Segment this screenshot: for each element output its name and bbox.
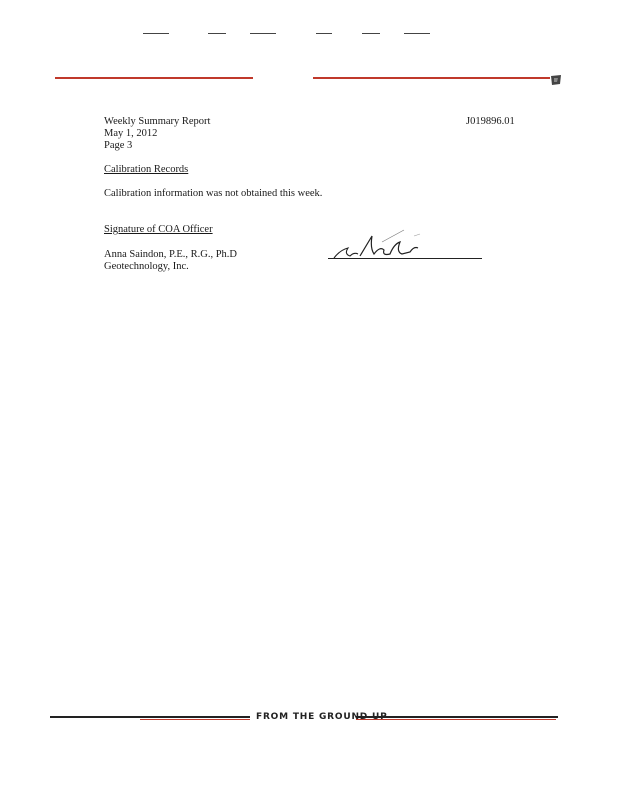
page-number: Page 3 bbox=[104, 140, 133, 151]
job-number: J019896.01 bbox=[466, 116, 515, 127]
scan-mark bbox=[208, 33, 226, 34]
footer-tagline: FROM THE GROUND UP bbox=[256, 712, 388, 722]
report-date: May 1, 2012 bbox=[104, 128, 158, 139]
signatory-company: Geotechnology, Inc. bbox=[104, 261, 189, 272]
calibration-body: Calibration information was not obtained this week. bbox=[104, 188, 323, 199]
handwritten-signature bbox=[330, 228, 440, 266]
signatory-name: Anna Saindon, P.E., R.G., Ph.D bbox=[104, 249, 238, 260]
report-title: Weekly Summary Report bbox=[104, 116, 211, 127]
signature-line bbox=[328, 258, 482, 259]
scan-mark bbox=[250, 33, 276, 34]
calibration-heading: Calibration Records bbox=[104, 164, 189, 175]
scan-mark bbox=[404, 33, 430, 34]
scan-mark bbox=[143, 33, 169, 34]
scan-mark bbox=[362, 33, 380, 34]
company-logo-icon bbox=[550, 74, 562, 86]
scan-mark bbox=[316, 33, 332, 34]
signature-heading: Signature of COA Officer bbox=[104, 224, 213, 235]
